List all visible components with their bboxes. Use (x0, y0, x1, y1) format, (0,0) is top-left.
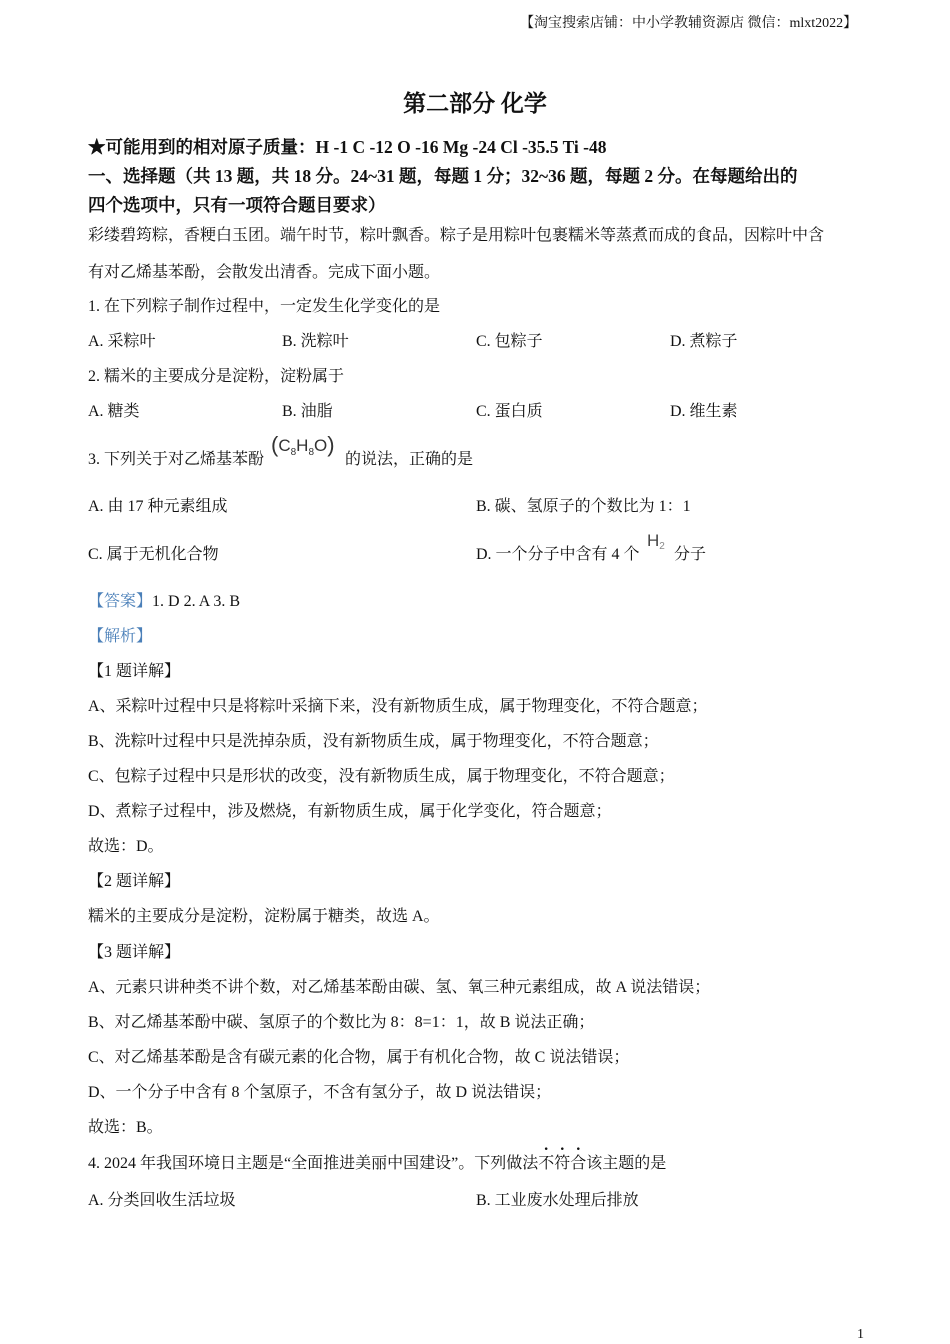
part1-heading-line1: 一、选择题（共 13 题，共 18 分。24~31 题，每题 1 分；32~36 题，每题 2 分。在每题给出的 (88, 166, 798, 186)
detail3-conclusion: 故选：B。 (88, 1119, 163, 1136)
detail1-heading: 【1 题详解】 (88, 663, 181, 680)
h2-element: H (647, 531, 660, 550)
answer-label: 【答案】 (88, 593, 153, 610)
q4-stem-before: 4. 2024 年我国环境日主题是“全面推进美丽中国建设”。下列做法 (88, 1155, 539, 1172)
q1-option-b: B. 洗粽叶 (282, 333, 349, 350)
q4-emphasis-char: 符 (554, 1155, 571, 1172)
q4-stem-after: 该主题的是 (586, 1155, 667, 1172)
formula-carbon-count: 8 (290, 447, 297, 458)
q4-emphasis-char: 不 (538, 1155, 555, 1172)
q2-option-b: B. 油脂 (282, 403, 333, 420)
q1-option-d: D. 煮粽子 (670, 333, 738, 350)
atomic-masses: ★可能用到的相对原子质量：H -1 C -12 O -16 Mg -24 Cl -35.5 Ti -48 (88, 137, 607, 157)
q3-h2-molecule (647, 531, 665, 552)
q3-stem-before: 3. 下列关于对乙烯基苯酚 (88, 451, 265, 468)
q2-option-a: A. 糖类 (88, 403, 140, 420)
q3-stem-after: 的说法，正确的是 (345, 451, 474, 468)
formula-hydrogen: H (296, 436, 309, 455)
part1-heading-line2: 四个选项中，只有一项符合题目要求） (88, 195, 386, 215)
q3-option-c: C. 属于无机化合物 (88, 546, 219, 563)
formula-oxygen: O (314, 436, 328, 455)
detail3-line: B、对乙烯基苯酚中碳、氢原子的个数比为 8：8=1：1，故 B 说法正确； (88, 1014, 595, 1031)
q3-option-b: B. 碳、氢原子的个数比为 1：1 (476, 498, 691, 515)
q1-option-c: C. 包粽子 (476, 333, 543, 350)
detail2-heading: 【2 题详解】 (88, 873, 181, 890)
q1-option-a: A. 采粽叶 (88, 333, 156, 350)
q3-option-a: A. 由 17 种元素组成 (88, 498, 228, 515)
detail1-line: D、煮粽子过程中，涉及燃烧，有新物质生成，属于化学变化，符合题意； (88, 803, 612, 820)
q3-formula (271, 432, 335, 458)
q3-option-d-before: D. 一个分子中含有 4 个 (476, 546, 640, 563)
formula-close-paren: ) (327, 432, 335, 457)
q2-stem: 2. 糯米的主要成分是淀粉，淀粉属于 (88, 368, 345, 385)
q2-option-d: D. 维生素 (670, 403, 738, 420)
q3-option-d-after: 分子 (674, 546, 707, 563)
passage-line1: 彩缕碧筠粽，香粳白玉团。端午时节，粽叶飘香。粽子是用粽叶包裹糯米等蒸煮而成的食品，因粽叶中含 (88, 227, 825, 244)
formula-carbon: C (278, 436, 291, 455)
q4-emphasis-char: 合 (570, 1155, 587, 1172)
passage-line2: 有对乙烯基苯酚，会散发出清香。完成下面小题。 (88, 264, 441, 281)
formula-hydrogen-count: 8 (308, 447, 315, 458)
detail3-line: A、元素只讲种类不讲个数，对乙烯基苯酚由碳、氢、氧三种元素组成，故 A 说法错误； (88, 979, 711, 996)
q4-stem (88, 1154, 666, 1174)
formula-open-paren: ( (271, 432, 279, 457)
detail1-line: C、包粽子过程中只是形状的改变，没有新物质生成，属于物理变化，不符合题意； (88, 768, 675, 785)
detail1-conclusion: 故选：D。 (88, 838, 164, 855)
detail2-line: 糯米的主要成分是淀粉，淀粉属于糖类，故选 A。 (88, 908, 440, 925)
q2-option-c: C. 蛋白质 (476, 403, 543, 420)
detail3-line: C、对乙烯基苯酚是含有碳元素的化合物，属于有机化合物，故 C 说法错误； (88, 1049, 630, 1066)
page-number: 1 (857, 1327, 864, 1342)
q4-option-a: A. 分类回收生活垃圾 (88, 1192, 236, 1209)
h2-count: 2 (659, 541, 665, 552)
detail1-line: A、采粽叶过程中只是将粽叶采摘下来，没有新物质生成，属于物理变化，不符合题意； (88, 698, 708, 715)
detail1-line: B、洗粽叶过程中只是洗掉杂质，没有新物质生成，属于物理变化，不符合题意； (88, 733, 659, 750)
detail3-line: D、一个分子中含有 8 个氢原子，不含有氢分子，故 D 说法错误； (88, 1084, 552, 1101)
section-title: 第二部分 化学 (403, 91, 547, 116)
q4-option-b: B. 工业废水处理后排放 (476, 1192, 639, 1209)
header-note: 【淘宝搜索店铺：中小学教辅资源店 微信：mlxt2022】 (520, 16, 858, 31)
q1-stem: 1. 在下列粽子制作过程中，一定发生化学变化的是 (88, 298, 441, 315)
detail3-heading: 【3 题详解】 (88, 944, 181, 961)
answer-text: 1. D 2. A 3. B (152, 593, 241, 610)
answer-line (88, 592, 240, 612)
analysis-label: 【解析】 (88, 628, 153, 645)
